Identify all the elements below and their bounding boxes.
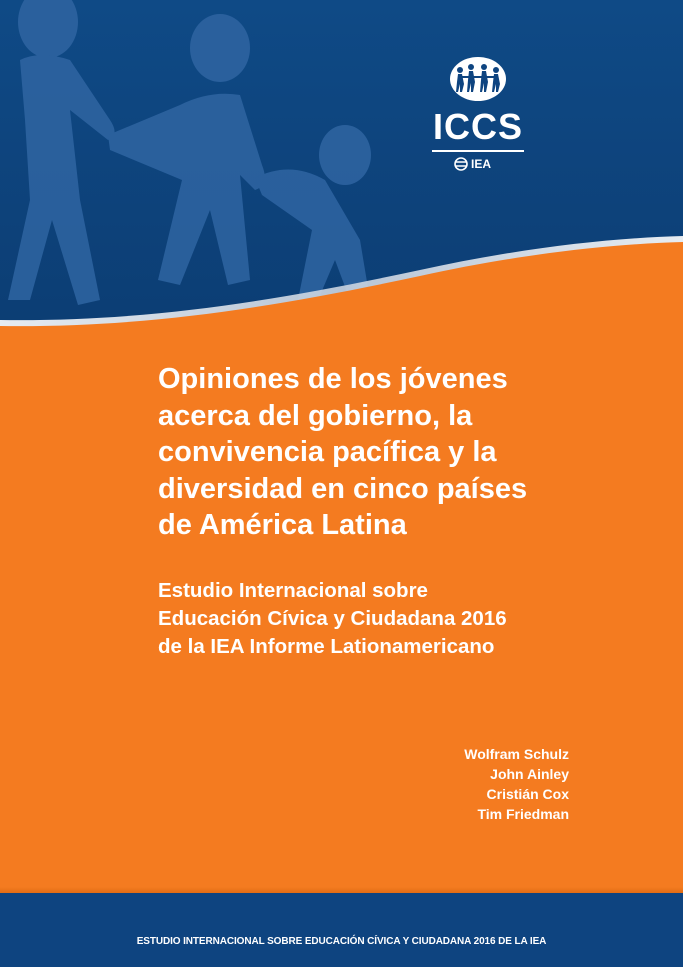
title-line: diversidad en cinco países (158, 472, 528, 505)
footer-band (0, 893, 683, 967)
logo-divider (432, 150, 524, 152)
author-name: Cristián Cox (486, 786, 569, 802)
subtitle-line: Estudio Internacional sobre (158, 579, 428, 602)
author-name: Wolfram Schulz (464, 746, 569, 762)
people-holding-hands-icon (449, 56, 507, 102)
author-list (464, 744, 569, 824)
iccs-logo (424, 52, 532, 182)
iea-mark (454, 156, 504, 172)
logo-wordmark: ICCS (432, 106, 523, 147)
report-subtitle (158, 577, 608, 661)
author-name: John Ainley (490, 766, 569, 782)
footer-series-title: ESTUDIO INTERNACIONAL SOBRE EDUCACIÓN CÍVICA Y CIUDADANA 2016 DE LA IEA (136, 936, 547, 947)
iea-globe-icon (454, 157, 468, 171)
title-line: convivencia pacífica y la (158, 436, 497, 468)
title-line: de América Latina (158, 509, 407, 541)
report-title (158, 361, 598, 544)
title-line: acerca del gobierno, la (158, 399, 473, 432)
subtitle-line: de la IEA Informe Lationamericano (158, 635, 495, 658)
blue-header-band (0, 0, 683, 340)
title-line: Opiniones de los jóvenes (158, 363, 508, 395)
subtitle-line: Educación Cívica y Ciudadana 2016 (158, 607, 507, 630)
iea-label: IEA (471, 157, 492, 171)
author-name: Tim Friedman (477, 806, 569, 822)
